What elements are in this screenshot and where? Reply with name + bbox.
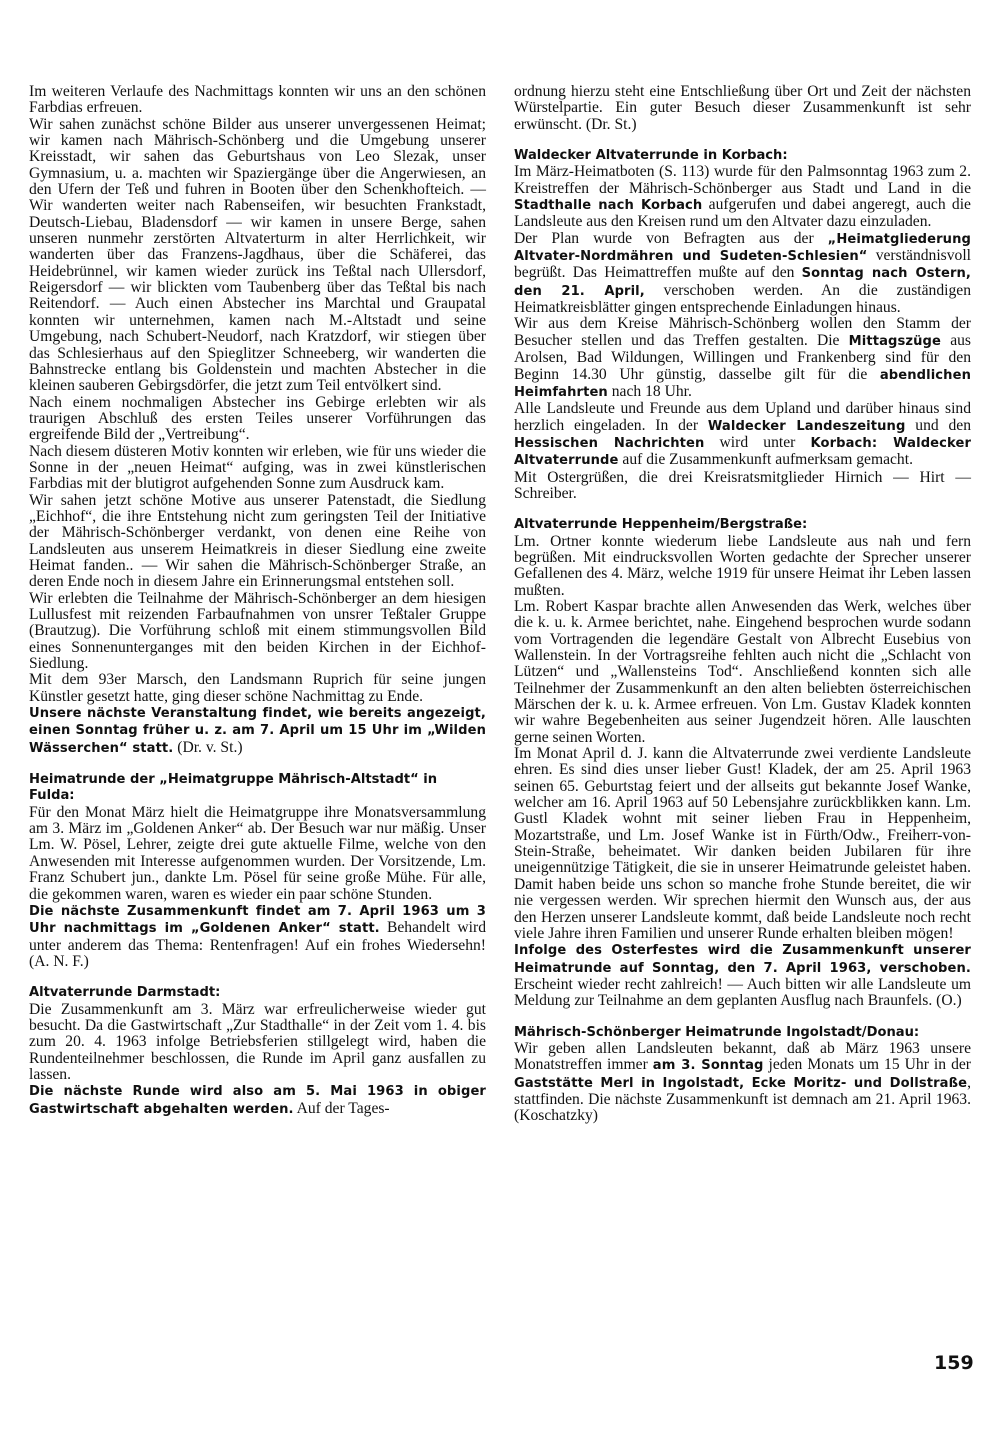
paragraph: Mit dem 93er Marsch, den Landsmann Ruprich für seine jungen Künstler gesetzt hatte, ging dieser schöne Nachmittag zu Ende. (29, 671, 486, 705)
section-heading-ingolstadt: Mährisch-Schönberger Heimatrunde Ingolstadt/Donau: (514, 1024, 920, 1040)
announcement (29, 1083, 486, 1118)
paragraph: Nach diesem düsteren Motiv konnten wir erleben, wie für uns wieder die Sonne in der „neuen Heimat“ aufging, was in zwei künstlerischen Farbdias mit der blutigrot aufgehenden Sonne zum Ausdruck kam. (29, 442, 486, 493)
paragraph: Die Zusammenkunft am 3. März war erfreulicherweise wieder gut besucht. Da die Gastwirtschaft „Zur Stadthalle“ in der Zeit vom 1. 4. bis zum 20. 4. 1963 infolge Betriebsferien stillgelegt wird, haben die Rundenteilnehmer beschlossen, die Runde im April ganz ausfallen zu lassen. (29, 1000, 486, 1083)
paragraph (514, 401, 971, 469)
announcement-tail: Auf der Tages- (293, 1099, 390, 1117)
paragraph: Lm. Ortner konnte wiederum liebe Landsleute aus nah und fern begrüßen. Mit eindrucksvollen Worten gedachte der Sprecher unserer Gefallenen des 4. März, welche 1919 für unsere Heimat ihr Leben lassen mußten. (514, 532, 971, 599)
announcement (29, 705, 486, 757)
text-run: verständnisvoll begrüßt. Das Heimattreffen mußte auf den (514, 247, 971, 282)
paragraph: ordnung hierzu steht eine Entschließung über Ort und Zeit der nächsten Würstelpartie. Ein guter Besuch dieser Zusammenkunft ist sehr erwünscht. (Dr. St.) (514, 83, 971, 133)
right-column (514, 84, 971, 1125)
announcement-tail: (Dr. v. St.) (173, 738, 243, 756)
announcement (514, 942, 971, 1009)
paragraph (514, 1041, 971, 1125)
left-column (29, 84, 486, 1118)
section-heading-korbach: Waldecker Altvaterrunde in Korbach: (514, 148, 788, 164)
text-run: wird unter (704, 433, 811, 451)
announcement-bold: Infolge des Osterfestes wird die Zusammenkunft unserer Heimatrunde auf Sonntag, den 7. April 1963, verschoben. (514, 943, 971, 976)
paragraph: Wir erlebten die Teilnahme der Mährisch-Schönberger an dem hiesigen Lullusfest mit reizenden Farbaufnahmen von unsrer Teßtaler Gruppe (Brautzug). Die Vorführung schloß mit einem stimmungsvollen Bild eines Sonnenunterganges mit den beiden Kirchen in der Eichhof-Siedlung. (29, 589, 486, 673)
text-run: Alle Landsleute und Freunde aus dem Upland und darüber hinaus sind herzlich eingeladen. In der (514, 400, 971, 434)
announcement-bold: Die nächste Zusammenkunft findet am 7. April 1963 um 3 Uhr nachmittags im „Goldenen Anker“ statt. (29, 903, 486, 937)
paragraph: Mit Ostergrüßen, die drei Kreisratsmitglieder Hirnich — Hirt — Schreiber. (514, 468, 971, 502)
text-run: , stattfinden. Die nächste Zusammenkunft ist demnach am 21. April 1963. (Koschatzky) (514, 1073, 971, 1125)
text-run-bold: Stadthalle nach Korbach (514, 198, 703, 214)
announcement-bold: Die nächste Runde wird also am 5. Mai 1963 in obiger Gastwirtschaft abgehalten werden. (29, 1084, 486, 1117)
text-run-bold: Sonntag nach Ostern, den 21. April, (514, 266, 972, 299)
text-run-bold: abendlichen Heimfahrten (514, 367, 971, 400)
text-run-bold: Waldecker Landeszeitung (707, 418, 906, 434)
text-run: Im März-Heimatboten (S. 113) wurde für den Palmsonntag 1963 zum 2. Kreistreffen der Mährisch-Schönberger aus Stadt und Land in die (514, 163, 971, 197)
text-run-bold: Mittagszüge (848, 333, 942, 349)
text-run: jeden Monats um 15 Uhr in der (763, 1056, 971, 1074)
text-run-bold: Hessischen Nachrichten (514, 435, 705, 451)
paragraph: Im weiteren Verlaufe des Nachmittags konnten wir uns an den schönen Farbdias erfreuen. (29, 83, 486, 117)
text-run: Der Plan wurde von Befragten aus der (514, 229, 828, 247)
paragraph: Für den Monat März hielt die Heimatgruppe ihre Monatsversammlung am 3. März im „Goldenen Anker“ ab. Der Besuch war nur mäßig. Unser Lm. W. Pösel, Lehrer, zeigte drei gute aktuelle Filme, welche von den Anwesenden mit Interesse aufgenommen wurden. Der Vorsitzende, Lm. Franz Schubert jun., dankte Lm. Pösel für seine große Mühe. Für alle, die gekommen waren, waren es wieder ein paar schöne Stunden. (29, 803, 486, 903)
paragraph: Wir sahen jetzt schöne Motive aus unserer Patenstadt, die Siedlung „Eichhof“, die ihre Entstehung nicht zum geringsten Teil der Initiative der Mährisch-Schönberger verdankt, von denen eine Reihe von Landsleuten aus unserem Heimatkreis in dieser Siedlung eine zweite Heimat fanden.. — Wir sahen die Mährisch-Schönberger Straße, an deren Ende noch in diesem Jahre ein Erinnerungsmal entstehen soll. (29, 491, 486, 591)
section-heading-fulda: Heimatrunde der „Heimatgruppe Mährisch-Altstadt“ in Fulda: (29, 772, 438, 804)
paragraph: Wir sahen zunächst schöne Bilder aus unserer unvergessenen Heimat; wir kamen nach Mährisch-Schönberg und die Umgebung unserer Kreisstadt, wir sahen das Geburtshaus von Leo Slezak, unser Gymnasium, u. a. machten wir Spaziergänge über die Angerwiesen, an den Ufern der Teß und fuhren in Booten über den Schenkhofteich. — Wir wanderten weiter nach Rabenseifen, wir besuchten Frankstadt, Deutsch-Liebau, Bladensdorf — wir kamen in unsere Berge, sahen unseren nunmehr zerstörten Altvaterturm in alter Herrlichkeit, wir wanderten über das Franzens-Jagdhaus, über die Schäferei, das Heidebrünnel, wir kamen wieder zurück ins Teßtal nach Ullersdorf, Reigersdorf — wir blickten vom Taubenberg über das Teßtal bis nach Reitendorf. — Auch einen Abstecher ins Marchtal und Graupatal konnten wir unternehmen, kamen nach M.-Altstadt und seine Umgebung, nach Schubert-Neudorf, nach Kratzdorf, wir stiegen über das Schlesierhaus auf den Spieglitzer Schneeberg, wir wanderten die Bahnstrecke entlang bis Goldenstein und machten Abstecher in die kleinen sauberen Gebirgsdörfer, die jetzt zum Teil entvölkert sind. (29, 115, 486, 395)
announcement (29, 903, 486, 970)
text-run: aus Arolsen, Bad Wildungen, Willingen und Frankenberg sind für den Beginn 14.30 Uhr günstig, dasselbe gilt für die (514, 331, 971, 383)
announcement-bold: Unsere nächste Veranstaltung findet, wie bereits angezeigt, einen Sonntag früher u. z. am 7. April um 15 Uhr im „Wilden Wässerchen“ statt. (29, 706, 486, 756)
text-run-bold: am 3. Sonntag (652, 1058, 764, 1074)
paragraph (514, 316, 971, 401)
paragraph (514, 164, 971, 230)
text-run: und den (905, 416, 971, 434)
text-run: aufgerufen und dabei angeregt, auch die Landsleute aus den Kreisen rund um den Altvater dazu einzuladen. (514, 196, 971, 231)
page-number: 159 (934, 1352, 974, 1374)
text-run: Wir aus dem Kreise Mährisch-Schönberg wollen den Stamm der Besucher stellen und das Treffen gestalten. Die (514, 315, 971, 349)
text-run-bold: Gaststätte Merl in Ingolstadt, Ecke Moritz- und Dollstraße (514, 1075, 968, 1091)
text-run: auf die Zusammenkunft aufmerksam gemacht. (618, 451, 913, 469)
text-run-bold: „Heimatgliederung Altvater-Nordmähren und Sudeten-Schlesien“ (514, 231, 971, 265)
text-run: Wir geben allen Landsleuten bekannt, daß ab März 1963 unsere Monatstreffen immer (514, 1039, 971, 1074)
paragraph: Im Monat April d. J. kann die Altvaterrunde zwei verdiente Landsleute ehren. Es sind dies unser lieber Gust! Kladek, der am 25. April 1963 seinen 65. Geburtstag feiert und der allseits gut bekannte Josef Wanke, welcher am 16. April 1963 auf 50 Lebensjahre zurückblikken kann. Lm. Gustl Kladek wohnt mit seiner lieben Frau in Heppenheim, Mozartstraße, und Lm. Josef Wanke ist in Fürth/Odw., Freiherr-von-Stein-Straße, beheimatet. Wir danken beiden Jubilaren für ihre uneigennützige Tätigkeit, die sie in unserer Heimatrunde geleistet haben. Damit haben beide uns schon so manche frohe Stunde bereitet, die wir nie vergessen werden. Wir sprechen hiermit den Wunsch aus, der aus den Herzen unserer Landsleute kommt, daß beide Landsleute noch recht viele Jahre ihren Familien und unserer Runde erhalten bleiben mögen! (514, 745, 971, 942)
section-heading-heppenheim: Altvaterrunde Heppenheim/Bergstraße: (514, 517, 808, 533)
paragraph: Nach einem nochmaligen Abstecher ins Gebirge erlebten wir als traurigen Abschluß des ersten Teiles unserer Vorführungen das ergreifende Bild der „Vertreibung“. (29, 393, 486, 444)
text-run: nach 18 Uhr. (607, 382, 692, 400)
text-run: verschoben werden. An die zuständigen Heimatkreisblätter gingen entsprechende Einladungen hinaus. (514, 281, 971, 317)
announcement-tail: Erscheint wieder recht zahlreich! — Auch bitten wir alle Landsleute um Meldung zur Teilnahme an dem geplanten Ausflug nach Braunfels. (O.) (514, 975, 971, 1010)
paragraph: Lm. Robert Kaspar brachte allen Anwesenden das Werk, welches über die k. u. k. Armee berichtet, nahe. Eingehend besprochen wurde sodann vom Vortragenden die legendäre Gestalt von Albrecht Eusebius von Wallenstein. In der Vortragsreihe fehlten auch nicht die „Schlacht von Lützen“ und „Wallensteins Tod“. Anschließend konnten sich alle Teilnehmer der Zusammenkunft an den alten beliebten österreichischen Märschen der k. u. k. Armee erfreuen. Von Lm. Gustav Kladek konnten wir wahre Begebenheiten aus seiner Jugendzeit hören. Alle lauschten gerne seinen Worten. (514, 597, 971, 746)
section-heading-darmstadt: Altvaterrunde Darmstadt: (29, 985, 221, 1001)
announcement-tail: Behandelt wird unter anderem das Thema: Rentenfragen! Auf ein frohes Wiedersehn! (A. N. F.) (29, 919, 486, 970)
text-run-bold: Korbach: Waldecker Altvaterrunde (514, 435, 972, 469)
paragraph (514, 231, 971, 317)
